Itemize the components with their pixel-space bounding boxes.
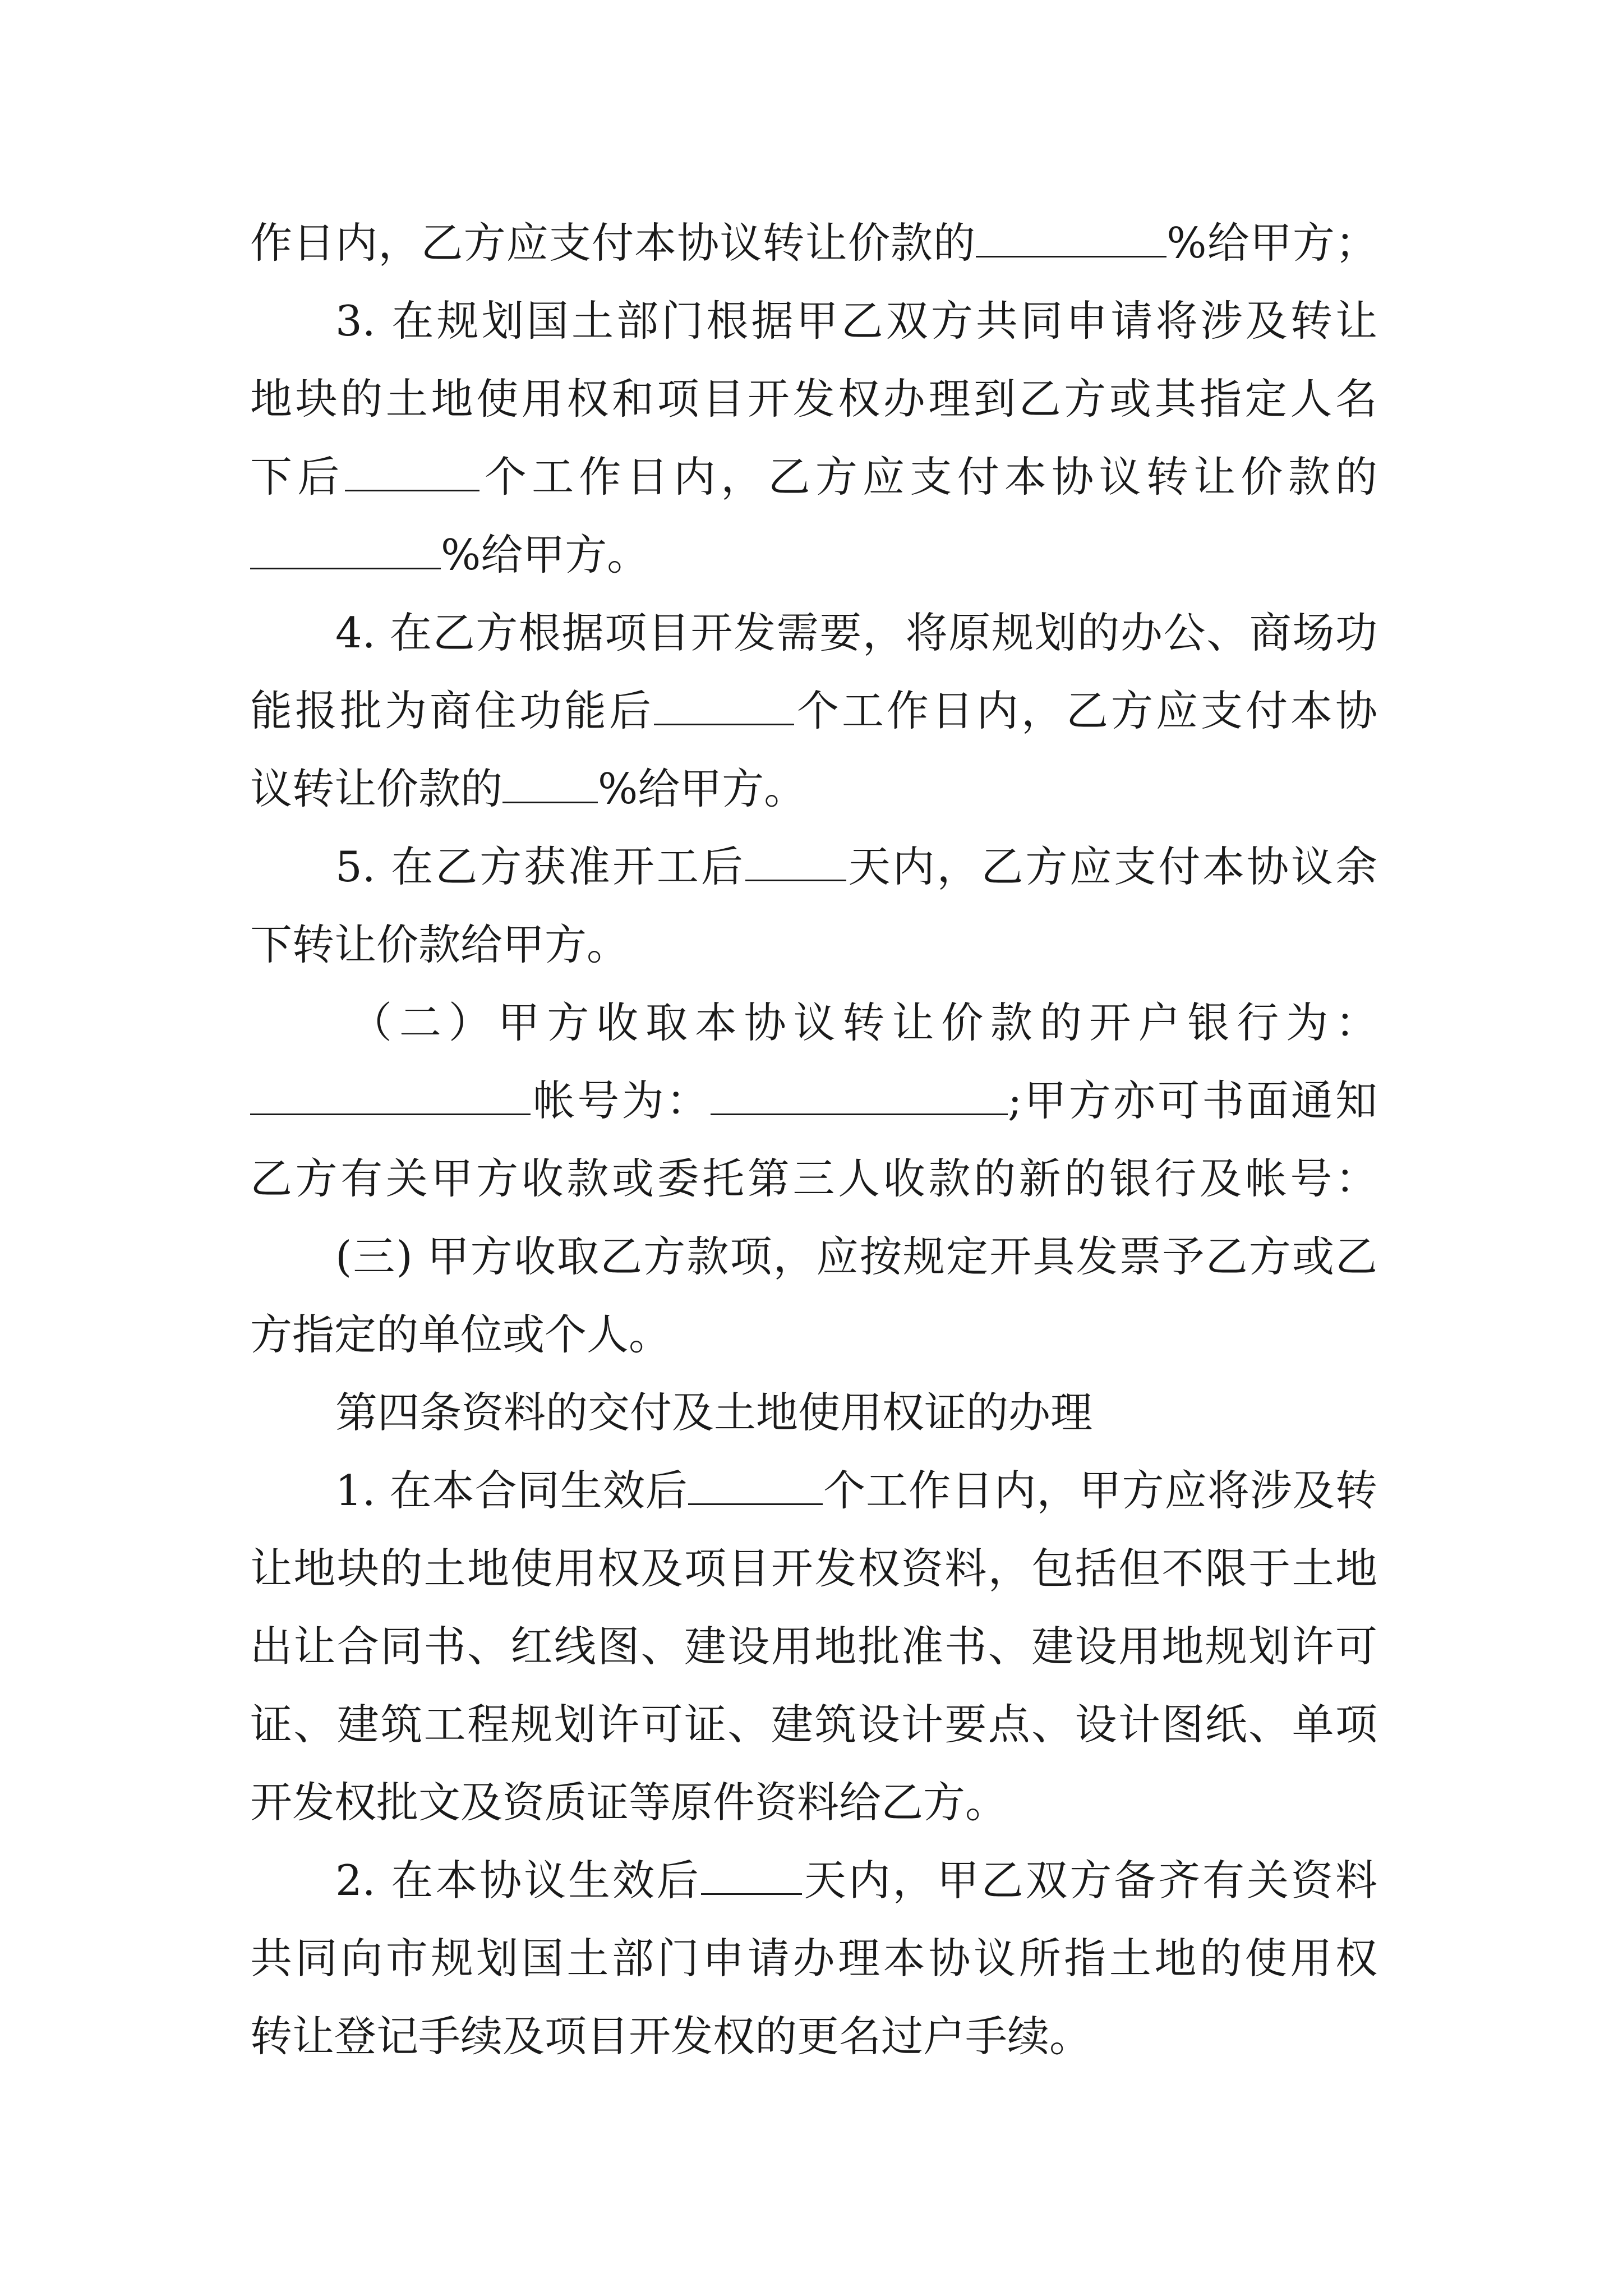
- text-segment: 议转让价款的: [250, 764, 503, 813]
- fill-in-blank: [345, 456, 479, 491]
- text-segment: %给甲方。: [441, 530, 649, 579]
- text-line: （二）甲方收取本协议转让价款的开户银行为：: [350, 998, 1377, 1047]
- fill-in-blank: [976, 222, 1166, 257]
- text-line: 出让合同书、红线图、建设用地批准书、建设用地规划许可: [250, 1622, 1377, 1671]
- fill-in-blank: [711, 1080, 1008, 1115]
- section-heading: 第四条资料的交付及土地使用权证的办理: [335, 1388, 1093, 1437]
- text-segment: 个工作日内，甲方应将涉及转: [823, 1466, 1377, 1515]
- text-segment: ;甲方亦可书面通知: [1008, 1076, 1377, 1125]
- text-segment: 作日内，乙方应支付本协议转让价款的: [250, 218, 976, 268]
- text-line: [250, 1073, 1377, 1129]
- text-segment: 2. 在本协议生效后: [335, 1856, 701, 1905]
- fill-in-blank: [502, 768, 598, 803]
- text-line: 让地块的土地使用权及项目开发权资料，包括但不限于土地: [250, 1544, 1377, 1593]
- text-line: 开发权批文及资质证等原件资料给乙方。: [250, 1778, 1008, 1827]
- text-segment: 天内，乙方应支付本协议余: [846, 842, 1377, 891]
- text-line: [335, 839, 1377, 895]
- text-segment: 5. 在乙方获准开工后: [335, 842, 745, 891]
- text-segment: 个工作日内，乙方应支付本协议转让价款的: [479, 452, 1377, 501]
- text-line: 4. 在乙方根据项目开发需要，将原规划的办公、商场功: [335, 608, 1377, 657]
- text-line: [335, 1462, 1377, 1519]
- text-line: 共同向市规划国土部门申请办理本协议所指土地的使用权: [250, 1934, 1377, 1983]
- fill-in-blank: [745, 846, 846, 881]
- text-line: 转让登记手续及项目开发权的更名过户手续。: [250, 2012, 1092, 2061]
- text-segment: %给甲方。: [598, 764, 806, 813]
- fill-in-blank: [701, 1860, 802, 1895]
- text-line: [250, 215, 1377, 271]
- text-line: (三) 甲方收取乙方款项，应按规定开具发票予乙方或乙: [335, 1232, 1377, 1281]
- text-segment: 1. 在本合同生效后: [335, 1466, 688, 1515]
- text-line: [250, 527, 1377, 583]
- text-line: 方指定的单位或个人。: [250, 1310, 671, 1359]
- text-segment: %给甲方；: [1166, 218, 1377, 268]
- text-line: [250, 449, 1377, 505]
- text-line: [335, 1852, 1377, 1908]
- fill-in-blank: [250, 534, 441, 569]
- text-segment: 下后: [250, 452, 345, 501]
- text-line: 3. 在规划国土部门根据甲乙双方共同申请将涉及转让: [335, 296, 1377, 346]
- text-line: [250, 683, 1377, 739]
- text-segment: 个工作日内，乙方应支付本协: [794, 686, 1377, 735]
- text-segment: 能报批为商住功能后: [250, 686, 654, 735]
- text-line: 下转让价款给甲方。: [250, 920, 629, 969]
- text-line: [250, 761, 1377, 817]
- text-line: 地块的土地使用权和项目开发权办理到乙方或其指定人名: [250, 374, 1377, 424]
- text-line: 乙方有关甲方收款或委托第三人收款的新的银行及帐号：: [250, 1154, 1377, 1203]
- text-segment: 帐号为：: [531, 1076, 711, 1125]
- text-line: 证、建筑工程规划许可证、建筑设计要点、设计图纸、单项: [250, 1700, 1377, 1749]
- fill-in-blank: [654, 690, 794, 725]
- text-segment: 天内，甲乙双方备齐有关资料: [801, 1856, 1377, 1905]
- fill-in-blank: [688, 1470, 823, 1505]
- fill-in-blank: [250, 1080, 531, 1115]
